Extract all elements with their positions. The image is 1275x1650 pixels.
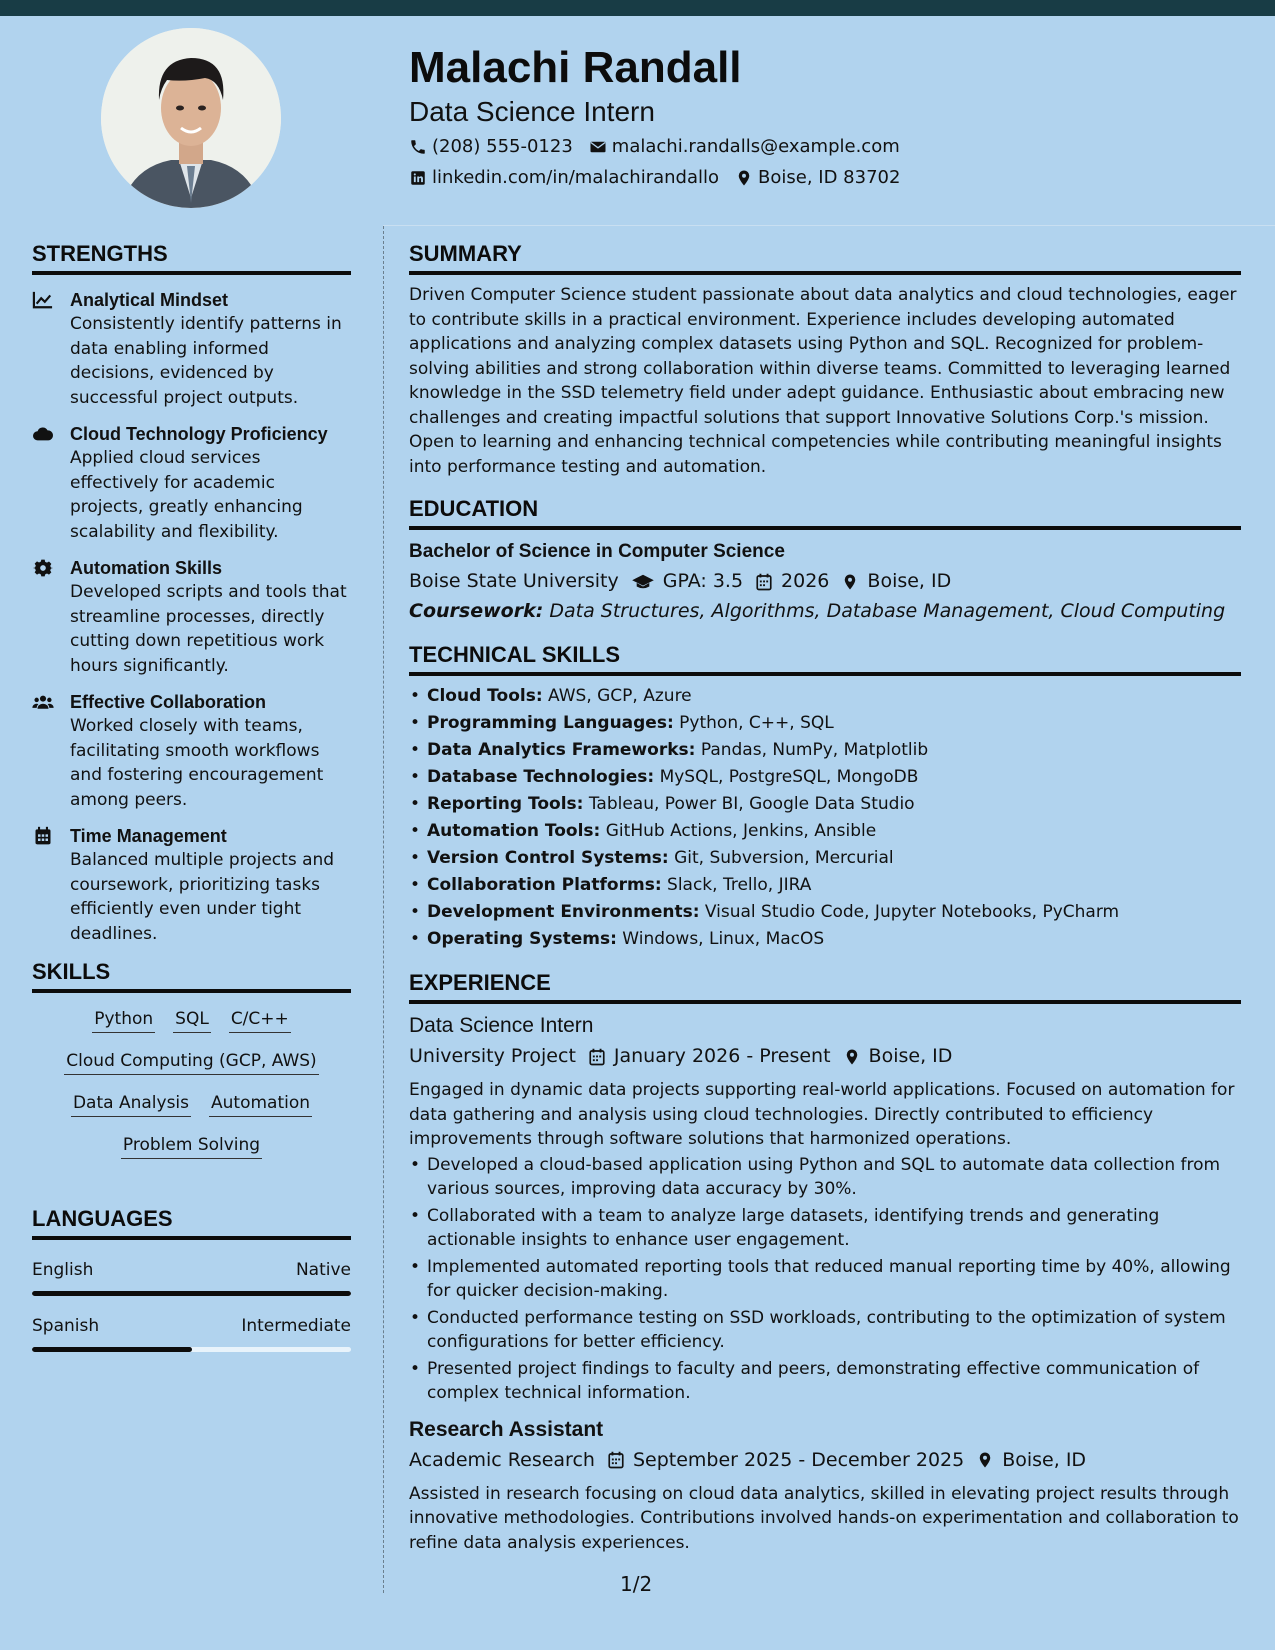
map-pin-icon	[843, 1048, 861, 1066]
skill-category: Data Analytics Frameworks:	[427, 740, 696, 760]
skill-category: Collaboration Platforms:	[427, 875, 662, 895]
strength-desc: Consistently identify patterns in data enabling informed decisions, evidenced by successful project outputs.	[70, 314, 342, 408]
coursework-label: Coursework:	[409, 600, 544, 622]
summary-section	[409, 240, 1241, 479]
calendar-icon	[607, 1451, 625, 1469]
phone-contact	[409, 135, 573, 159]
left-column	[32, 240, 351, 1352]
contact-row-1	[409, 135, 1229, 159]
linkedin-contact	[409, 166, 719, 190]
language-item	[32, 1314, 351, 1352]
strength-title: Time Management	[70, 826, 227, 846]
resume-header	[409, 42, 1229, 190]
skills-heading: SKILLS	[32, 958, 351, 993]
skill-category: Operating Systems:	[427, 929, 617, 949]
chart-line-icon	[32, 290, 54, 310]
right-column	[409, 240, 1241, 1571]
graduation-cap-icon	[631, 573, 655, 591]
coursework-list: Data Structures, Algorithms, Database Management, Cloud Computing	[543, 600, 1226, 622]
calendar-icon	[588, 1048, 606, 1066]
list-item: • Developed a cloud-based application using Python and SQL to automate data collection from various sources, improving data accuracy by 30%.	[409, 1153, 1241, 1202]
skill-category: Programming Languages:	[427, 713, 674, 733]
calendar-icon	[32, 826, 54, 846]
skill-values: Git, Subversion, Mercurial	[668, 848, 894, 868]
skill-chip: Python	[92, 1007, 155, 1033]
email-contact	[589, 135, 900, 159]
job-bullets	[409, 1153, 1241, 1406]
list-item	[409, 818, 1241, 845]
strength-title: Effective Collaboration	[70, 692, 267, 712]
job-summary: Assisted in research focusing on cloud data analytics, skilled in elevating project results through innovative methodologies. Contributions involved hands-on experimentation and collaboration to refine data analysis experiences.	[409, 1483, 1239, 1553]
cloud-icon	[32, 424, 54, 444]
skill-chip: Automation	[209, 1091, 312, 1117]
header-divider	[383, 225, 1275, 226]
envelope-icon	[589, 138, 607, 156]
gpa: GPA: 3.5	[662, 570, 744, 592]
skill-values: GitHub Actions, Jenkins, Ansible	[600, 821, 877, 841]
list-item	[409, 899, 1241, 926]
skill-category: Reporting Tools:	[427, 794, 584, 814]
language-name: Spanish	[32, 1316, 100, 1336]
list-item	[409, 710, 1241, 737]
job-title: Data Science Intern	[409, 1014, 594, 1037]
job-meta	[409, 1447, 1241, 1474]
job-org: Academic Research	[409, 1448, 595, 1471]
map-pin-icon	[735, 169, 753, 187]
skill-chip: C/C++	[229, 1007, 291, 1033]
map-pin-icon	[841, 573, 859, 591]
languages-heading: LANGUAGES	[32, 1205, 351, 1240]
education-meta	[409, 568, 1241, 595]
strength-title: Analytical Mindset	[70, 290, 229, 310]
job-org: University Project	[409, 1045, 576, 1067]
strength-desc: Worked closely with teams, facilitating smooth workflows and fostering encouragement among peers.	[70, 716, 324, 810]
strength-item	[32, 556, 351, 678]
skill-category: Automation Tools:	[427, 821, 601, 841]
experience-heading: EXPERIENCE	[409, 969, 1241, 1004]
calendar-icon	[755, 573, 773, 591]
job-meta	[409, 1043, 1241, 1070]
strength-item	[32, 288, 351, 410]
list-item	[409, 683, 1241, 710]
language-bar	[32, 1347, 351, 1352]
location-text: Boise, ID 83702	[758, 167, 901, 188]
skill-category: Development Environments:	[427, 902, 700, 922]
coursework	[409, 598, 1241, 625]
job-location: Boise, ID	[1002, 1448, 1087, 1471]
experience-section	[409, 969, 1241, 1555]
technical-skills-heading: TECHNICAL SKILLS	[409, 641, 1241, 676]
skills-chips	[32, 1007, 351, 1159]
language-bar-fill	[32, 1291, 351, 1296]
list-item: • Collaborated with a team to analyze large datasets, identifying trends and generating actionable insights to enhance user engagement.	[409, 1204, 1241, 1253]
job-dates: September 2025 - December 2025	[632, 1448, 965, 1471]
skill-chip: Problem Solving	[121, 1133, 262, 1159]
strengths-heading: STRENGTHS	[32, 240, 351, 275]
skill-values: Tableau, Power BI, Google Data Studio	[583, 794, 915, 814]
phone-number: (208) 555-0123	[432, 136, 573, 157]
school-name: Boise State University	[409, 570, 619, 592]
skill-category: Cloud Tools:	[427, 686, 543, 706]
language-name: English	[32, 1260, 94, 1280]
summary-text: Driven Computer Science student passionate about data analytics and cloud technologies, eager to contribute skills in a practical environment. Experience includes developing automated applications and analyzing complex datasets using Python and SQL. Recognized for problem-solving abilities and strong collaboration within diverse teams. Committed to leveraging learned knowledge in the SSD telemetry field under adept guidance. Enthusiastic about embracing new challenges and creating impactful solutions that support Innovative Solutions Corp.'s mission. Open to learning and enhancing technical competencies while contributing meaningful insights into performance testing and automation.	[409, 285, 1237, 477]
education-heading: EDUCATION	[409, 495, 1241, 530]
list-item: • Conducted performance testing on SSD workloads, contributing to the optimization of system configurations for better efficiency.	[409, 1306, 1241, 1355]
language-bar	[32, 1291, 351, 1296]
languages-section	[32, 1205, 351, 1352]
language-level: Native	[295, 1260, 351, 1280]
skill-category: Version Control Systems:	[427, 848, 669, 868]
skill-values: Python, C++, SQL	[673, 713, 834, 733]
skills-section	[32, 958, 351, 1159]
email-address[interactable]: malachi.randalls@example.com	[611, 136, 900, 157]
strength-item	[32, 690, 351, 812]
degree-title: Bachelor of Science in Computer Science	[409, 541, 785, 562]
education-section	[409, 495, 1241, 625]
strength-desc: Balanced multiple projects and coursework, prioritizing tasks efficiently even under tight deadlines.	[70, 850, 335, 944]
location-contact	[735, 166, 900, 190]
users-icon	[32, 692, 54, 712]
job-title: Research Assistant	[409, 1417, 604, 1441]
strength-item	[32, 422, 351, 544]
list-item	[409, 845, 1241, 872]
list-item	[409, 737, 1241, 764]
strength-title: Cloud Technology Proficiency	[70, 424, 328, 444]
candidate-title: Data Science Intern	[409, 96, 655, 127]
technical-skills-section	[409, 641, 1241, 953]
contact-row-2	[409, 166, 1229, 190]
technical-skills-list	[409, 683, 1241, 953]
skill-chip: Data Analysis	[71, 1091, 191, 1117]
language-item	[32, 1258, 351, 1296]
graduation-year: 2026	[781, 570, 830, 592]
skill-category: Database Technologies:	[427, 767, 655, 787]
page-number: 1/2	[620, 1572, 653, 1596]
list-item	[409, 791, 1241, 818]
linkedin-url[interactable]: linkedin.com/in/malachirandallo	[432, 167, 720, 188]
strength-title: Automation Skills	[70, 558, 223, 578]
skill-values: Windows, Linux, MacOS	[616, 929, 825, 949]
skill-values: Pandas, NumPy, Matplotlib	[695, 740, 929, 760]
profile-photo	[101, 28, 281, 208]
language-bar-fill	[32, 1347, 192, 1352]
school-location: Boise, ID	[867, 570, 952, 592]
skill-values: AWS, GCP, Azure	[542, 686, 692, 706]
job-dates: January 2026 - Present	[613, 1045, 831, 1067]
skill-chip: Cloud Computing (GCP, AWS)	[64, 1049, 318, 1075]
list-item	[409, 926, 1241, 953]
gear-icon	[32, 558, 54, 578]
phone-icon	[409, 138, 427, 156]
strength-item	[32, 824, 351, 946]
strengths-list	[32, 288, 351, 946]
language-level: Intermediate	[241, 1316, 351, 1336]
list-item: • Presented project findings to faculty and peers, demonstrating effective communication of complex technical information.	[409, 1357, 1241, 1406]
job-summary: Engaged in dynamic data projects supporting real-world applications. Focused on automation for data gathering and analysis using cloud technologies. Directly contributed to efficiency improvements through software solutions that harmonized operations.	[409, 1080, 1235, 1149]
strength-desc: Developed scripts and tools that streamline processes, directly cutting down repetitious work hours significantly.	[70, 582, 347, 676]
list-item	[409, 764, 1241, 791]
candidate-name: Malachi Randall	[409, 43, 742, 92]
column-divider	[383, 226, 384, 1593]
list-item	[409, 872, 1241, 899]
job-location: Boise, ID	[868, 1045, 953, 1067]
map-pin-icon	[976, 1451, 994, 1469]
skill-values: MySQL, PostgreSQL, MongoDB	[654, 767, 919, 787]
top-accent-bar	[0, 0, 1275, 16]
strength-desc: Applied cloud services effectively for academic projects, greatly enhancing scalability and flexibility.	[70, 448, 303, 542]
skill-values: Slack, Trello, JIRA	[661, 875, 812, 895]
summary-heading: SUMMARY	[409, 240, 1241, 275]
linkedin-icon	[409, 169, 427, 187]
skill-chip: SQL	[173, 1007, 211, 1033]
list-item: • Implemented automated reporting tools that reduced manual reporting time by 40%, allowing for quicker decision-making.	[409, 1255, 1241, 1304]
skill-values: Visual Studio Code, Jupyter Notebooks, PyCharm	[699, 902, 1120, 922]
